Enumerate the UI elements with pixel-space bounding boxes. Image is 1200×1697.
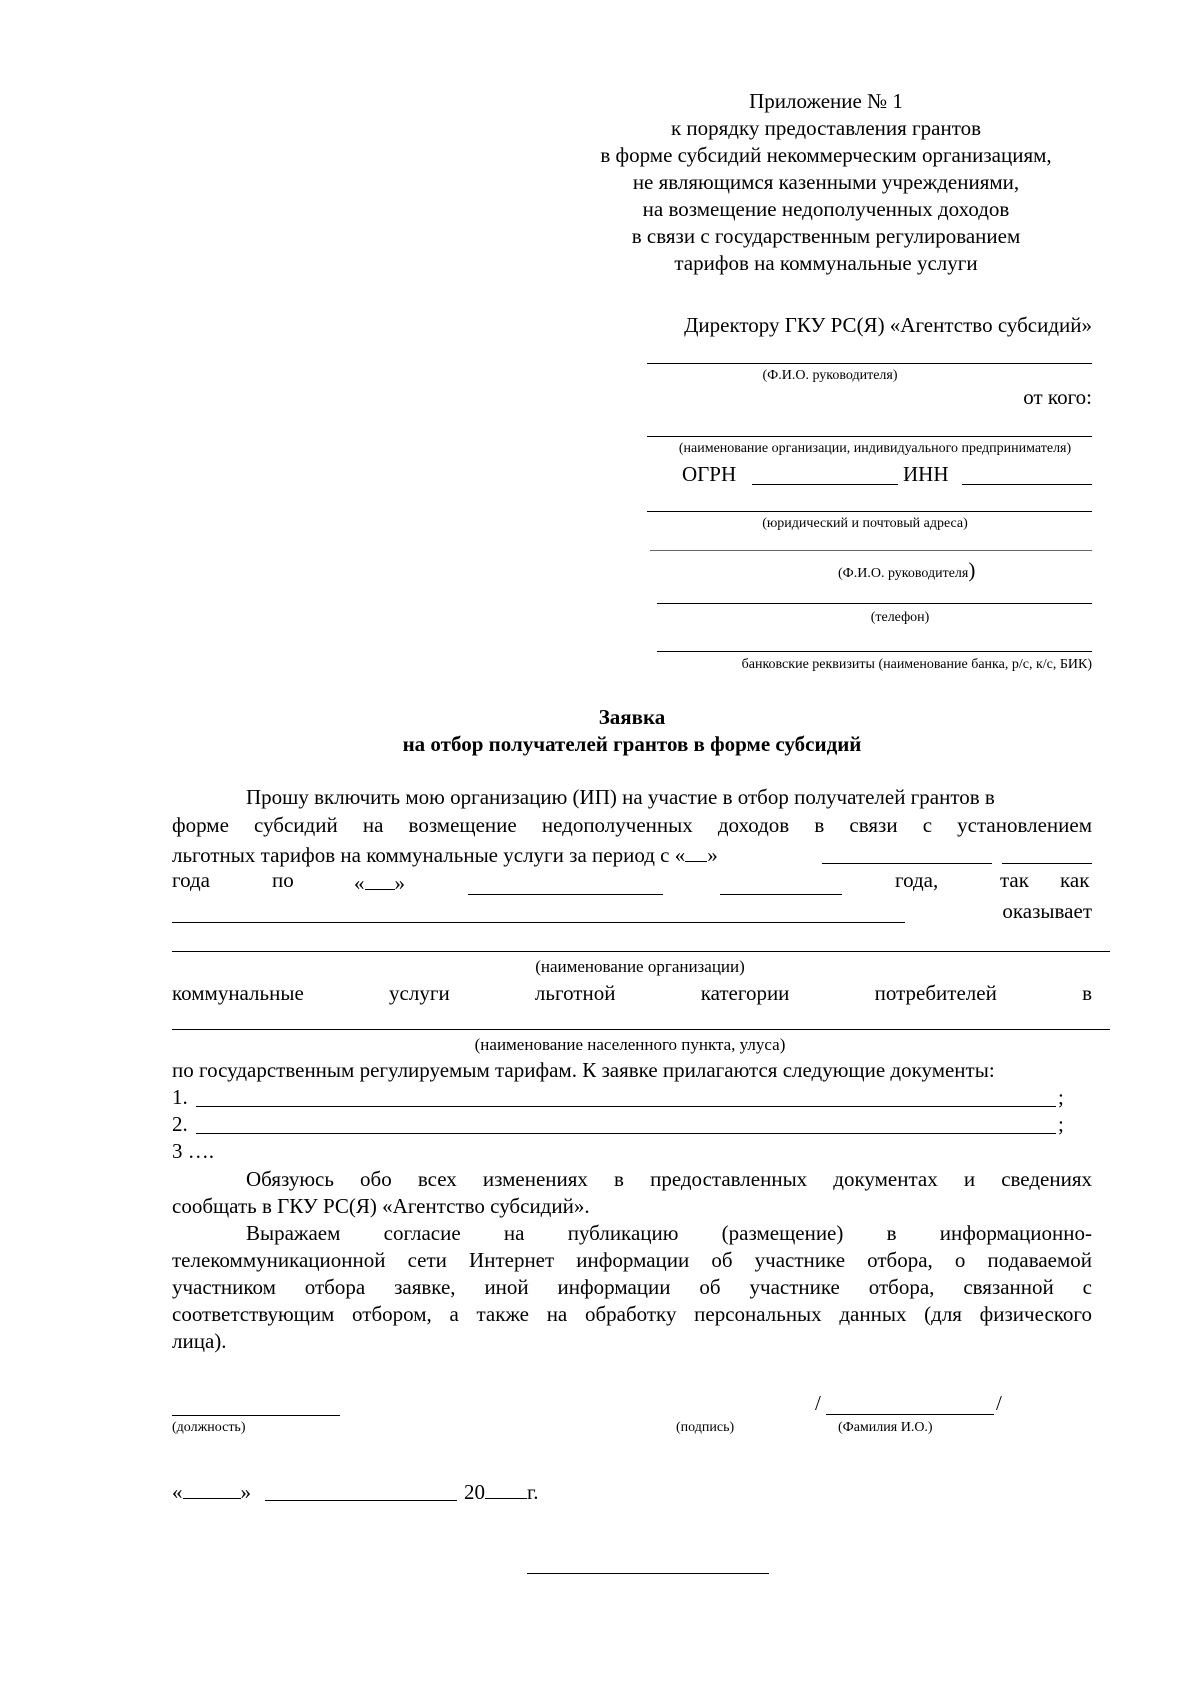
appendix-block: [560, 88, 1092, 277]
settlement-field[interactable]: [172, 1029, 1110, 1030]
tak-word: так: [1000, 868, 1029, 892]
docs-line: по государственным регулируемым тарифам. К заявке прилагаются следующие документы:: [172, 1058, 995, 1082]
p3-line-3: [172, 1274, 1092, 1301]
doc-2-end: ;: [1058, 1112, 1064, 1136]
p1-line-2-text: форме субсидий на возмещение недополученных доходов в связи с установлением: [172, 813, 1092, 837]
period-end-month-field[interactable]: [468, 894, 663, 895]
inn-label: ИНН: [903, 462, 949, 486]
p2-line-1: [246, 1166, 1092, 1193]
p3-line-5: лица).: [172, 1329, 227, 1353]
doc-2-field[interactable]: [196, 1133, 1056, 1134]
year-word-1: года: [172, 868, 210, 892]
surname-field[interactable]: [826, 1414, 994, 1415]
signature-caption: (подпись): [676, 1420, 735, 1435]
appendix-line-5: на возмещение недополученных доходов: [642, 197, 1010, 221]
p3-line-2: [172, 1247, 1092, 1274]
p3-word-2: согласие: [383, 1221, 461, 1245]
form-title: [172, 704, 1092, 758]
date-year-wrap: [464, 1476, 539, 1506]
addressee: Директору ГКУ РС(Я) «Агентство субсидий»: [684, 313, 1092, 337]
address-caption: (юридический и почтовый адреса): [762, 516, 968, 531]
date-year-field[interactable]: [485, 1476, 527, 1499]
appendix-line-2: к порядку предоставления грантов: [670, 116, 982, 140]
period-start-year-field[interactable]: [1002, 863, 1092, 864]
bank-field[interactable]: [657, 651, 1092, 652]
ogrn-label: ОГРН: [682, 462, 737, 486]
p1-line-3: [172, 839, 718, 869]
p2-line-2: сообщать в ГКУ РС(Я) «Агентство субсидий».: [172, 1194, 590, 1218]
phone-caption: (телефон): [870, 610, 930, 625]
date-line: [172, 1476, 251, 1506]
position-caption: (должность): [172, 1420, 246, 1435]
address-field[interactable]: [647, 511, 1092, 512]
po-word: по: [272, 868, 294, 892]
phone-field[interactable]: [657, 603, 1092, 604]
doc-1-field[interactable]: [196, 1106, 1056, 1107]
director-fio-caption: (Ф.И.О. руководителя): [762, 368, 898, 383]
p1-line-1: Прошу включить мою организацию (ИП) на участие в отбор получателей грантов в: [246, 785, 995, 809]
year-word-2: года,: [895, 868, 939, 892]
name-slash-open: /: [815, 1391, 821, 1415]
period-end-day-field[interactable]: [365, 867, 395, 890]
appendix-line-3: в форме субсидий некоммерческим организациям,: [600, 143, 1052, 167]
date-day-field[interactable]: [183, 1476, 241, 1499]
inn-field[interactable]: [962, 484, 1092, 485]
p1-line-3-text: льготных тарифов на коммунальные услуги за период с «: [172, 843, 686, 867]
head-fio-paren: ): [968, 558, 976, 582]
date-month-field[interactable]: [265, 1500, 457, 1501]
services-word-2: услуги: [389, 981, 450, 1005]
services-word-4: категории: [700, 981, 790, 1005]
p1-line-2: [172, 812, 1092, 839]
name-caption: (Фамилия И.О.): [838, 1420, 933, 1435]
kak-word: как: [1060, 868, 1090, 892]
appendix-line-1: Приложение № 1: [749, 89, 903, 113]
org-name-field[interactable]: [647, 436, 1092, 437]
appendix-line-7: тарифов на коммунальные услуги: [674, 251, 978, 275]
name-slash-close: /: [996, 1391, 1002, 1415]
services-word-5: потребителей: [874, 981, 997, 1005]
date-quote-open: «: [172, 1480, 183, 1504]
period-end-year-field[interactable]: [720, 894, 842, 895]
p3-word-3: на: [503, 1221, 525, 1245]
p1-line-3-close: »: [707, 843, 718, 867]
date-year-suffix: г.: [527, 1480, 539, 1504]
p3-line-1: [246, 1220, 1092, 1247]
services-word-6: в: [1082, 981, 1092, 1005]
period-end-quote-close: »: [394, 871, 405, 895]
org-name-caption: (наименование организации, индивидуального предпринимателя): [678, 441, 1072, 456]
p3-word-7: информационно-: [939, 1221, 1092, 1245]
director-fio-field[interactable]: [647, 363, 1092, 364]
p3-line-4-text: соответствующим отбором, а также на обработку персональных данных (для физического: [172, 1302, 1092, 1326]
p3-word-1: Выражаем: [246, 1221, 341, 1245]
appendix-line-4: не являющимся казенными учреждениями,: [632, 170, 1020, 194]
doc-2-num: 2.: [172, 1112, 188, 1136]
head-fio-caption-wrap: [838, 558, 976, 583]
appendix-line-6: в связи с государственным регулированием: [631, 224, 1021, 248]
period-end-day-wrap: [354, 867, 405, 897]
date-year-prefix: 20: [464, 1480, 485, 1504]
from-label: от кого:: [1023, 385, 1092, 409]
doc-3: 3 ….: [172, 1139, 214, 1163]
title-line-1: Заявка: [598, 705, 666, 729]
provider-field-1[interactable]: [172, 922, 905, 923]
p3-line-2-text: телекоммуникационной сети Интернет информации об участнике отбора, о подаваемой: [172, 1248, 1092, 1272]
p2-line-1-text: Обязуюсь обо всех изменениях в предоставленных документах и сведениях: [246, 1167, 1092, 1191]
period-start-month-field[interactable]: [822, 863, 992, 864]
title-line-2: на отбор получателей грантов в форме субсидий: [402, 732, 862, 756]
period-end-quote-open: «: [354, 871, 365, 895]
period-start-day-field[interactable]: [685, 839, 707, 862]
org-caption: (наименование организации): [535, 957, 745, 976]
head-fio-caption: (Ф.И.О. руководителя: [838, 566, 969, 581]
date-quote-close: »: [240, 1480, 251, 1504]
doc-1-end: ;: [1058, 1085, 1064, 1109]
provides-word: оказывает: [1002, 899, 1092, 923]
p3-word-4: публикацию: [567, 1221, 679, 1245]
bottom-line: [527, 1573, 769, 1574]
ogrn-field[interactable]: [752, 484, 898, 485]
p3-line-3-text: участником отбора заявке, иной информации об участнике отбора, связанной с: [172, 1275, 1092, 1299]
provider-field-2[interactable]: [172, 951, 1110, 952]
p3-word-5: (размещение): [721, 1221, 844, 1245]
position-field[interactable]: [172, 1415, 340, 1416]
p3-word-6: в: [886, 1221, 897, 1245]
settlement-caption: (наименование населенного пункта, улуса): [474, 1035, 786, 1054]
head-fio-field[interactable]: [650, 550, 1092, 551]
bank-caption: банковские реквизиты (наименование банка, р/с, к/с, БИК): [741, 657, 1092, 672]
p3-line-4: [172, 1301, 1092, 1328]
services-word-1: коммунальные: [172, 981, 304, 1005]
doc-1-num: 1.: [172, 1085, 188, 1109]
services-line: [172, 980, 1092, 1007]
services-word-3: льготной: [534, 981, 616, 1005]
